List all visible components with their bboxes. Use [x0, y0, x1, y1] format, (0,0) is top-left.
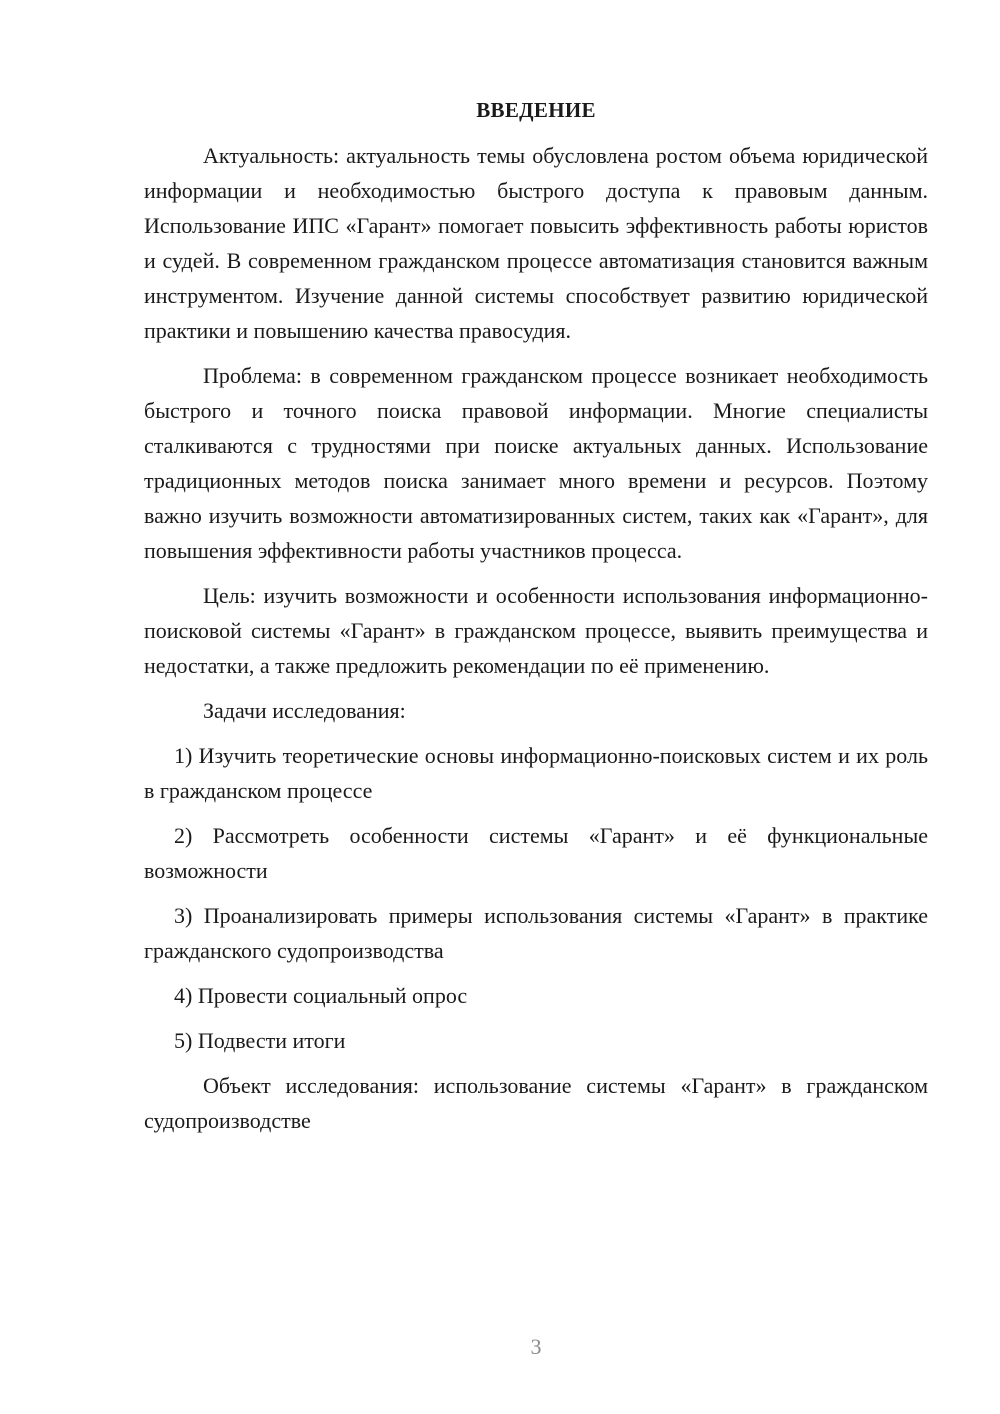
relevance-paragraph: Актуальность: актуальность темы обусловлена ростом объема юридической информации и необходимостью быстрого доступа к правовым данным. Использование ИПС «Гарант» помогает повысить эффективность работы юристов и судей. В современном гражданском процессе автоматизация становится важным инструментом. Изучение данной системы способствует развитию юридической практики и повышению качества правосудия.: [144, 143, 928, 343]
tasks-intro: Задачи исследования:: [203, 698, 406, 723]
task-item: 5) Подвести итоги: [174, 1028, 346, 1053]
page-content: [144, 95, 928, 1148]
page-number: 3: [530, 1334, 542, 1359]
object-paragraph: Объект исследования: использование системы «Гарант» в гражданском судопроизводстве: [144, 1073, 928, 1133]
task-item: 1) Изучить теоретические основы информационно-поисковых систем и их роль в гражданском процессе: [144, 743, 928, 803]
task-item: 4) Провести социальный опрос: [174, 983, 468, 1008]
task-item: 2) Рассмотреть особенности системы «Гарант» и её функциональные возможности: [144, 823, 928, 883]
task-item: 3) Проанализировать примеры использования системы «Гарант» в практике гражданского судопроизводства: [144, 903, 928, 963]
section-heading: ВВЕДЕНИЕ: [476, 98, 596, 122]
goal-paragraph: Цель: изучить возможности и особенности использования информационно-поисковой системы «Гарант» в гражданском процессе, выявить преимущества и недостатки, а также предложить рекомендации по её применению.: [144, 583, 928, 678]
task-list: [144, 738, 928, 1058]
problem-paragraph: Проблема: в современном гражданском процессе возникает необходимость быстрого и точного поиска правовой информации. Многие специалисты сталкиваются с трудностями при поиске актуальных данных. Использование традиционных методов поиска занимает много времени и ресурсов. Поэтому важно изучить возможности автоматизированных систем, таких как «Гарант», для повышения эффективности работы участников процесса.: [144, 363, 928, 563]
